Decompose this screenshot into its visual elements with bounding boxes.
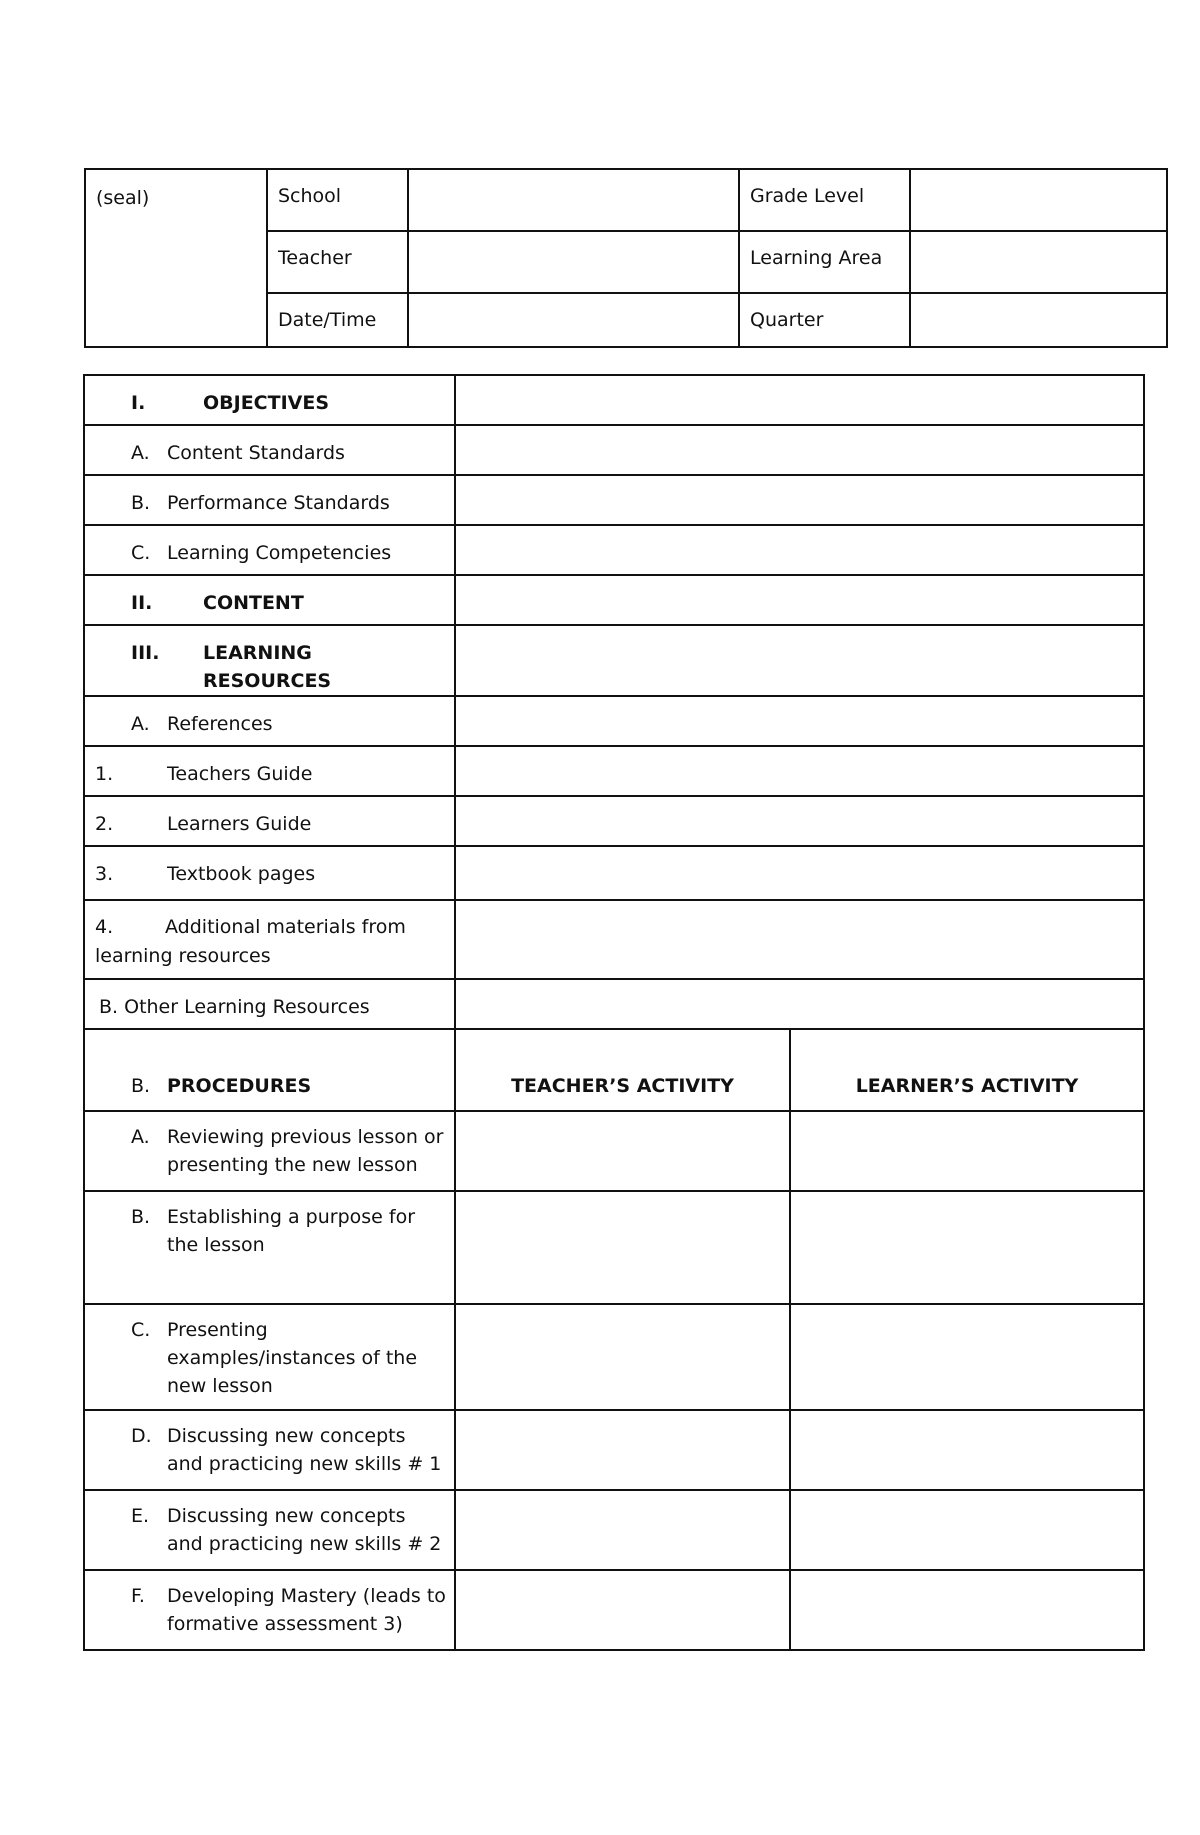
date-time-label-cell — [267, 293, 408, 347]
textbook-pages-label-cell — [84, 846, 455, 900]
other-resources-label-cell — [84, 979, 455, 1029]
header-row-school — [85, 169, 1167, 231]
performance-standards-label-cell — [84, 475, 455, 525]
learning-competencies-label-cell — [84, 525, 455, 575]
procedure-b-label-cell — [84, 1191, 455, 1304]
quarter-label: Quarter — [750, 309, 824, 331]
references-label-cell — [84, 696, 455, 746]
additional-materials-title: Additional materials from learning resources — [95, 916, 406, 967]
procedures-marker: B. — [131, 1075, 151, 1097]
references-field[interactable] — [455, 696, 1144, 746]
grade-level-label: Grade Level — [750, 185, 865, 207]
seal-cell — [85, 169, 267, 347]
procedure-b-title: Establishing a purpose for the lesson — [167, 1206, 416, 1256]
learner-activity-label: LEARNER’S ACTIVITY — [855, 1075, 1079, 1097]
teacher-label: Teacher — [278, 247, 352, 269]
content-standards-label-cell — [84, 425, 455, 475]
procedure-c-label-cell — [84, 1304, 455, 1410]
quarter-label-cell — [739, 293, 910, 347]
learning-area-label: Learning Area — [750, 247, 883, 269]
grade-level-label-cell — [739, 169, 910, 231]
procedure-d-teacher-field[interactable] — [455, 1410, 790, 1490]
procedure-f-teacher-field[interactable] — [455, 1570, 790, 1650]
quarter-field[interactable] — [910, 293, 1167, 347]
learning-resources-title: LEARNING RESOURCES — [203, 642, 332, 692]
procedure-f-label-cell — [84, 1570, 455, 1650]
objectives-title: OBJECTIVES — [203, 392, 330, 414]
procedure-e-title: Discussing new concepts and practicing new skills # 2 — [167, 1505, 442, 1555]
row-procedure-f — [84, 1570, 1144, 1650]
school-field[interactable] — [408, 169, 739, 231]
textbook-pages-marker: 3. — [95, 863, 114, 885]
grade-level-field[interactable] — [910, 169, 1167, 231]
procedure-f-marker: F. — [131, 1585, 145, 1607]
row-teachers-guide — [84, 746, 1144, 796]
learners-guide-marker: 2. — [95, 813, 114, 835]
teachers-guide-marker: 1. — [95, 763, 114, 785]
references-title: References — [167, 713, 273, 735]
content-standards-marker: A. — [131, 442, 150, 464]
learning-resources-field[interactable] — [455, 625, 1144, 696]
additional-materials-marker: 4. — [95, 916, 114, 938]
learning-resources-label-cell — [84, 625, 455, 696]
additional-materials-field[interactable] — [455, 900, 1144, 979]
procedure-a-learner-field[interactable] — [790, 1111, 1144, 1191]
row-objectives — [84, 375, 1144, 425]
learners-guide-title: Learners Guide — [167, 813, 312, 835]
performance-standards-title: Performance Standards — [167, 492, 390, 514]
procedure-b-teacher-field[interactable] — [455, 1191, 790, 1304]
procedure-c-title: Presenting examples/instances of the new lesson — [167, 1319, 418, 1397]
procedure-e-teacher-field[interactable] — [455, 1490, 790, 1570]
row-references — [84, 696, 1144, 746]
learning-competencies-marker: C. — [131, 542, 151, 564]
row-learners-guide — [84, 796, 1144, 846]
procedure-c-learner-field[interactable] — [790, 1304, 1144, 1410]
procedure-c-teacher-field[interactable] — [455, 1304, 790, 1410]
row-procedure-a — [84, 1111, 1144, 1191]
procedures-label-cell — [84, 1029, 455, 1111]
row-additional-materials — [84, 900, 1144, 979]
performance-standards-marker: B. — [131, 492, 151, 514]
teachers-guide-title: Teachers Guide — [167, 763, 313, 785]
content-standards-field[interactable] — [455, 425, 1144, 475]
row-learning-resources — [84, 625, 1144, 696]
date-time-field[interactable] — [408, 293, 739, 347]
row-procedure-b — [84, 1191, 1144, 1304]
procedure-f-title: Developing Mastery (leads to formative assessment 3) — [167, 1585, 446, 1635]
procedure-c-marker: C. — [131, 1319, 151, 1341]
procedure-e-label-cell — [84, 1490, 455, 1570]
objectives-label-cell — [84, 375, 455, 425]
objectives-marker: I. — [131, 392, 146, 414]
row-learning-competencies — [84, 525, 1144, 575]
learning-area-label-cell — [739, 231, 910, 293]
teacher-activity-label: TEACHER’S ACTIVITY — [511, 1075, 734, 1097]
learner-activity-header — [790, 1029, 1144, 1111]
header-table — [84, 168, 1168, 348]
content-field[interactable] — [455, 575, 1144, 625]
teacher-label-cell — [267, 231, 408, 293]
row-content — [84, 575, 1144, 625]
learning-area-field[interactable] — [910, 231, 1167, 293]
learners-guide-label-cell — [84, 796, 455, 846]
textbook-pages-field[interactable] — [455, 846, 1144, 900]
learning-competencies-title: Learning Competencies — [167, 542, 392, 564]
lesson-plan-table — [83, 374, 1145, 1651]
other-resources-field[interactable] — [455, 979, 1144, 1029]
seal-label: (seal) — [96, 187, 150, 209]
row-procedure-c — [84, 1304, 1144, 1410]
textbook-pages-title: Textbook pages — [167, 863, 316, 885]
row-content-standards — [84, 425, 1144, 475]
objectives-field[interactable] — [455, 375, 1144, 425]
learning-resources-marker: III. — [131, 642, 160, 664]
procedure-d-marker: D. — [131, 1425, 152, 1447]
procedure-b-marker: B. — [131, 1206, 151, 1228]
other-resources-title: B. Other Learning Resources — [99, 996, 370, 1018]
content-title: CONTENT — [203, 592, 304, 614]
teachers-guide-field[interactable] — [455, 746, 1144, 796]
school-label-cell — [267, 169, 408, 231]
procedure-a-title: Reviewing previous lesson or presenting the new lesson — [167, 1126, 444, 1176]
teacher-activity-header — [455, 1029, 790, 1111]
school-label: School — [278, 185, 342, 207]
procedure-f-learner-field[interactable] — [790, 1570, 1144, 1650]
procedure-e-learner-field[interactable] — [790, 1490, 1144, 1570]
procedure-d-title: Discussing new concepts and practicing new skills # 1 — [167, 1425, 442, 1475]
row-textbook-pages — [84, 846, 1144, 900]
row-other-resources — [84, 979, 1144, 1029]
row-procedure-d — [84, 1410, 1144, 1490]
procedure-a-teacher-field[interactable] — [455, 1111, 790, 1191]
content-standards-title: Content Standards — [167, 442, 345, 464]
procedure-d-learner-field[interactable] — [790, 1410, 1144, 1490]
row-procedures-header — [84, 1029, 1144, 1111]
teacher-field[interactable] — [408, 231, 739, 293]
learners-guide-field[interactable] — [455, 796, 1144, 846]
learning-competencies-field[interactable] — [455, 525, 1144, 575]
procedure-a-label-cell — [84, 1111, 455, 1191]
performance-standards-field[interactable] — [455, 475, 1144, 525]
content-label-cell — [84, 575, 455, 625]
procedure-b-learner-field[interactable] — [790, 1191, 1144, 1304]
row-performance-standards — [84, 475, 1144, 525]
additional-materials-label-cell — [84, 900, 455, 979]
procedure-e-marker: E. — [131, 1505, 150, 1527]
date-time-label: Date/Time — [278, 309, 377, 331]
content-marker: II. — [131, 592, 153, 614]
procedures-title: PROCEDURES — [167, 1075, 312, 1097]
row-procedure-e — [84, 1490, 1144, 1570]
teachers-guide-label-cell — [84, 746, 455, 796]
procedure-a-marker: A. — [131, 1126, 150, 1148]
procedure-d-label-cell — [84, 1410, 455, 1490]
references-marker: A. — [131, 713, 150, 735]
